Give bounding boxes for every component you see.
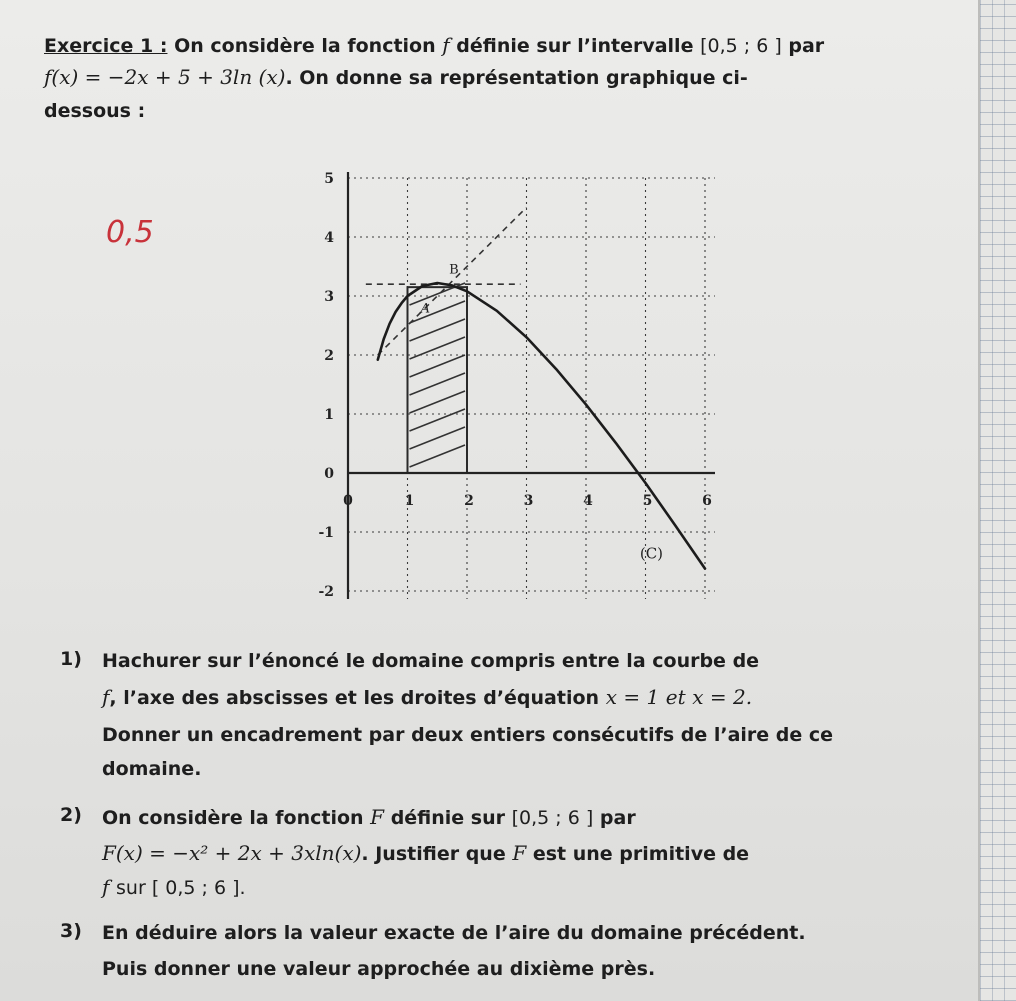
q1-f-symbol: f	[102, 685, 110, 709]
hatched-area	[408, 283, 468, 473]
function-symbol: f	[442, 33, 450, 57]
q2-text-a: On considère la fonction	[102, 807, 364, 829]
curve-C	[378, 263, 705, 569]
x-tick-label: 6	[702, 493, 712, 509]
question-1-line-4: domaine.	[102, 758, 202, 780]
q2-interval-2: sur [ 0,5 ; 6 ].	[116, 877, 246, 899]
curve-label: (C)	[639, 544, 664, 563]
curve-path	[378, 283, 705, 569]
y-tick-label: -1	[318, 525, 334, 541]
q1-eq-1: x = 1	[605, 685, 660, 709]
q2-f-symbol: f	[102, 875, 110, 899]
hatch-stroke	[410, 409, 466, 431]
exercise-title: Exercice 1 :	[44, 35, 168, 57]
intro-text-4: . On donne sa représentation graphique ci-	[285, 67, 748, 89]
q1-eq-2: x = 2.	[692, 685, 753, 709]
q1-and: et	[665, 685, 686, 709]
hatch-stroke	[410, 427, 466, 449]
intro-text-2: définie sur l’intervalle	[456, 35, 694, 57]
q2-text-e: par	[599, 807, 636, 829]
tick-labels	[318, 171, 711, 600]
hatch-stroke	[410, 373, 466, 395]
intro-text-1: On considère la fonction	[174, 35, 436, 57]
q2-text-c: définie sur	[390, 807, 506, 829]
question-1-number: 1)	[60, 648, 82, 670]
intro-text-5: dessous :	[44, 100, 146, 122]
graph-axes	[348, 172, 715, 599]
point-label-B: B	[449, 262, 459, 278]
hatch-stroke	[410, 355, 466, 377]
q2-F-symbol: F	[370, 805, 385, 829]
y-tick-label: 2	[324, 348, 334, 364]
hatch-stroke	[410, 337, 466, 359]
question-3-line-2: Puis donner une valeur approchée au dixième près.	[102, 958, 656, 980]
hatch-stroke	[410, 445, 466, 467]
x-tick-label: 4	[583, 493, 593, 509]
question-3-line-1: En déduire alors la valeur exacte de l’aire du domaine précédent.	[102, 922, 806, 944]
graph-grid	[348, 178, 715, 599]
question-1-line-1: Hachurer sur l’énoncé le domaine compris entre la courbe de	[102, 650, 760, 672]
hatch-stroke	[410, 319, 466, 341]
question-3-number: 3)	[60, 920, 82, 942]
intro-text-3: par	[788, 35, 825, 57]
point-label-A: A	[420, 301, 430, 317]
q2-text-2b: . Justifier que	[361, 843, 506, 865]
y-tick-label: 1	[324, 407, 334, 423]
y-tick-label: 5	[324, 171, 334, 187]
x-tick-label: 2	[464, 493, 474, 509]
q2-text-2d: est une primitive de	[532, 843, 750, 865]
hatched-area-border	[408, 287, 468, 473]
interval: [0,5 ; 6 ]	[700, 35, 782, 57]
question-1-line-2	[102, 684, 752, 711]
hatch-stroke	[410, 301, 466, 323]
x-tick-label: 3	[523, 493, 534, 509]
tangent-dashed-line	[378, 208, 527, 356]
graph-annotations	[366, 208, 527, 356]
q1-text-b: , l’axe des abscisses et les droites d’équation	[109, 687, 600, 709]
q2-F-symbol-2: F	[512, 841, 527, 865]
y-tick-label: 4	[324, 230, 334, 246]
q2-interval: [0,5 ; 6 ]	[511, 807, 594, 829]
y-tick-label: 3	[324, 289, 334, 305]
question-2-line-3	[102, 874, 246, 901]
x-tick-label: 5	[642, 493, 653, 509]
question-2-number: 2)	[60, 804, 82, 826]
function-formula: f(x) = −2x + 5 + 3ln (x)	[44, 65, 286, 89]
y-tick-label: 0	[324, 466, 334, 482]
hatch-stroke	[410, 391, 466, 413]
primitive-formula: F(x) = −x² + 2x + 3xln(x)	[102, 841, 362, 865]
question-2-line-1	[102, 804, 636, 831]
handwritten-grade-text: 0,5	[106, 215, 154, 250]
question-1-line-3: Donner un encadrement par deux entiers consécutifs de l’aire de ce	[102, 724, 834, 746]
x-tick-label: 0	[343, 493, 353, 509]
y-tick-label: -2	[318, 584, 334, 600]
x-tick-label: 1	[404, 493, 415, 509]
question-2-line-2	[102, 840, 749, 867]
